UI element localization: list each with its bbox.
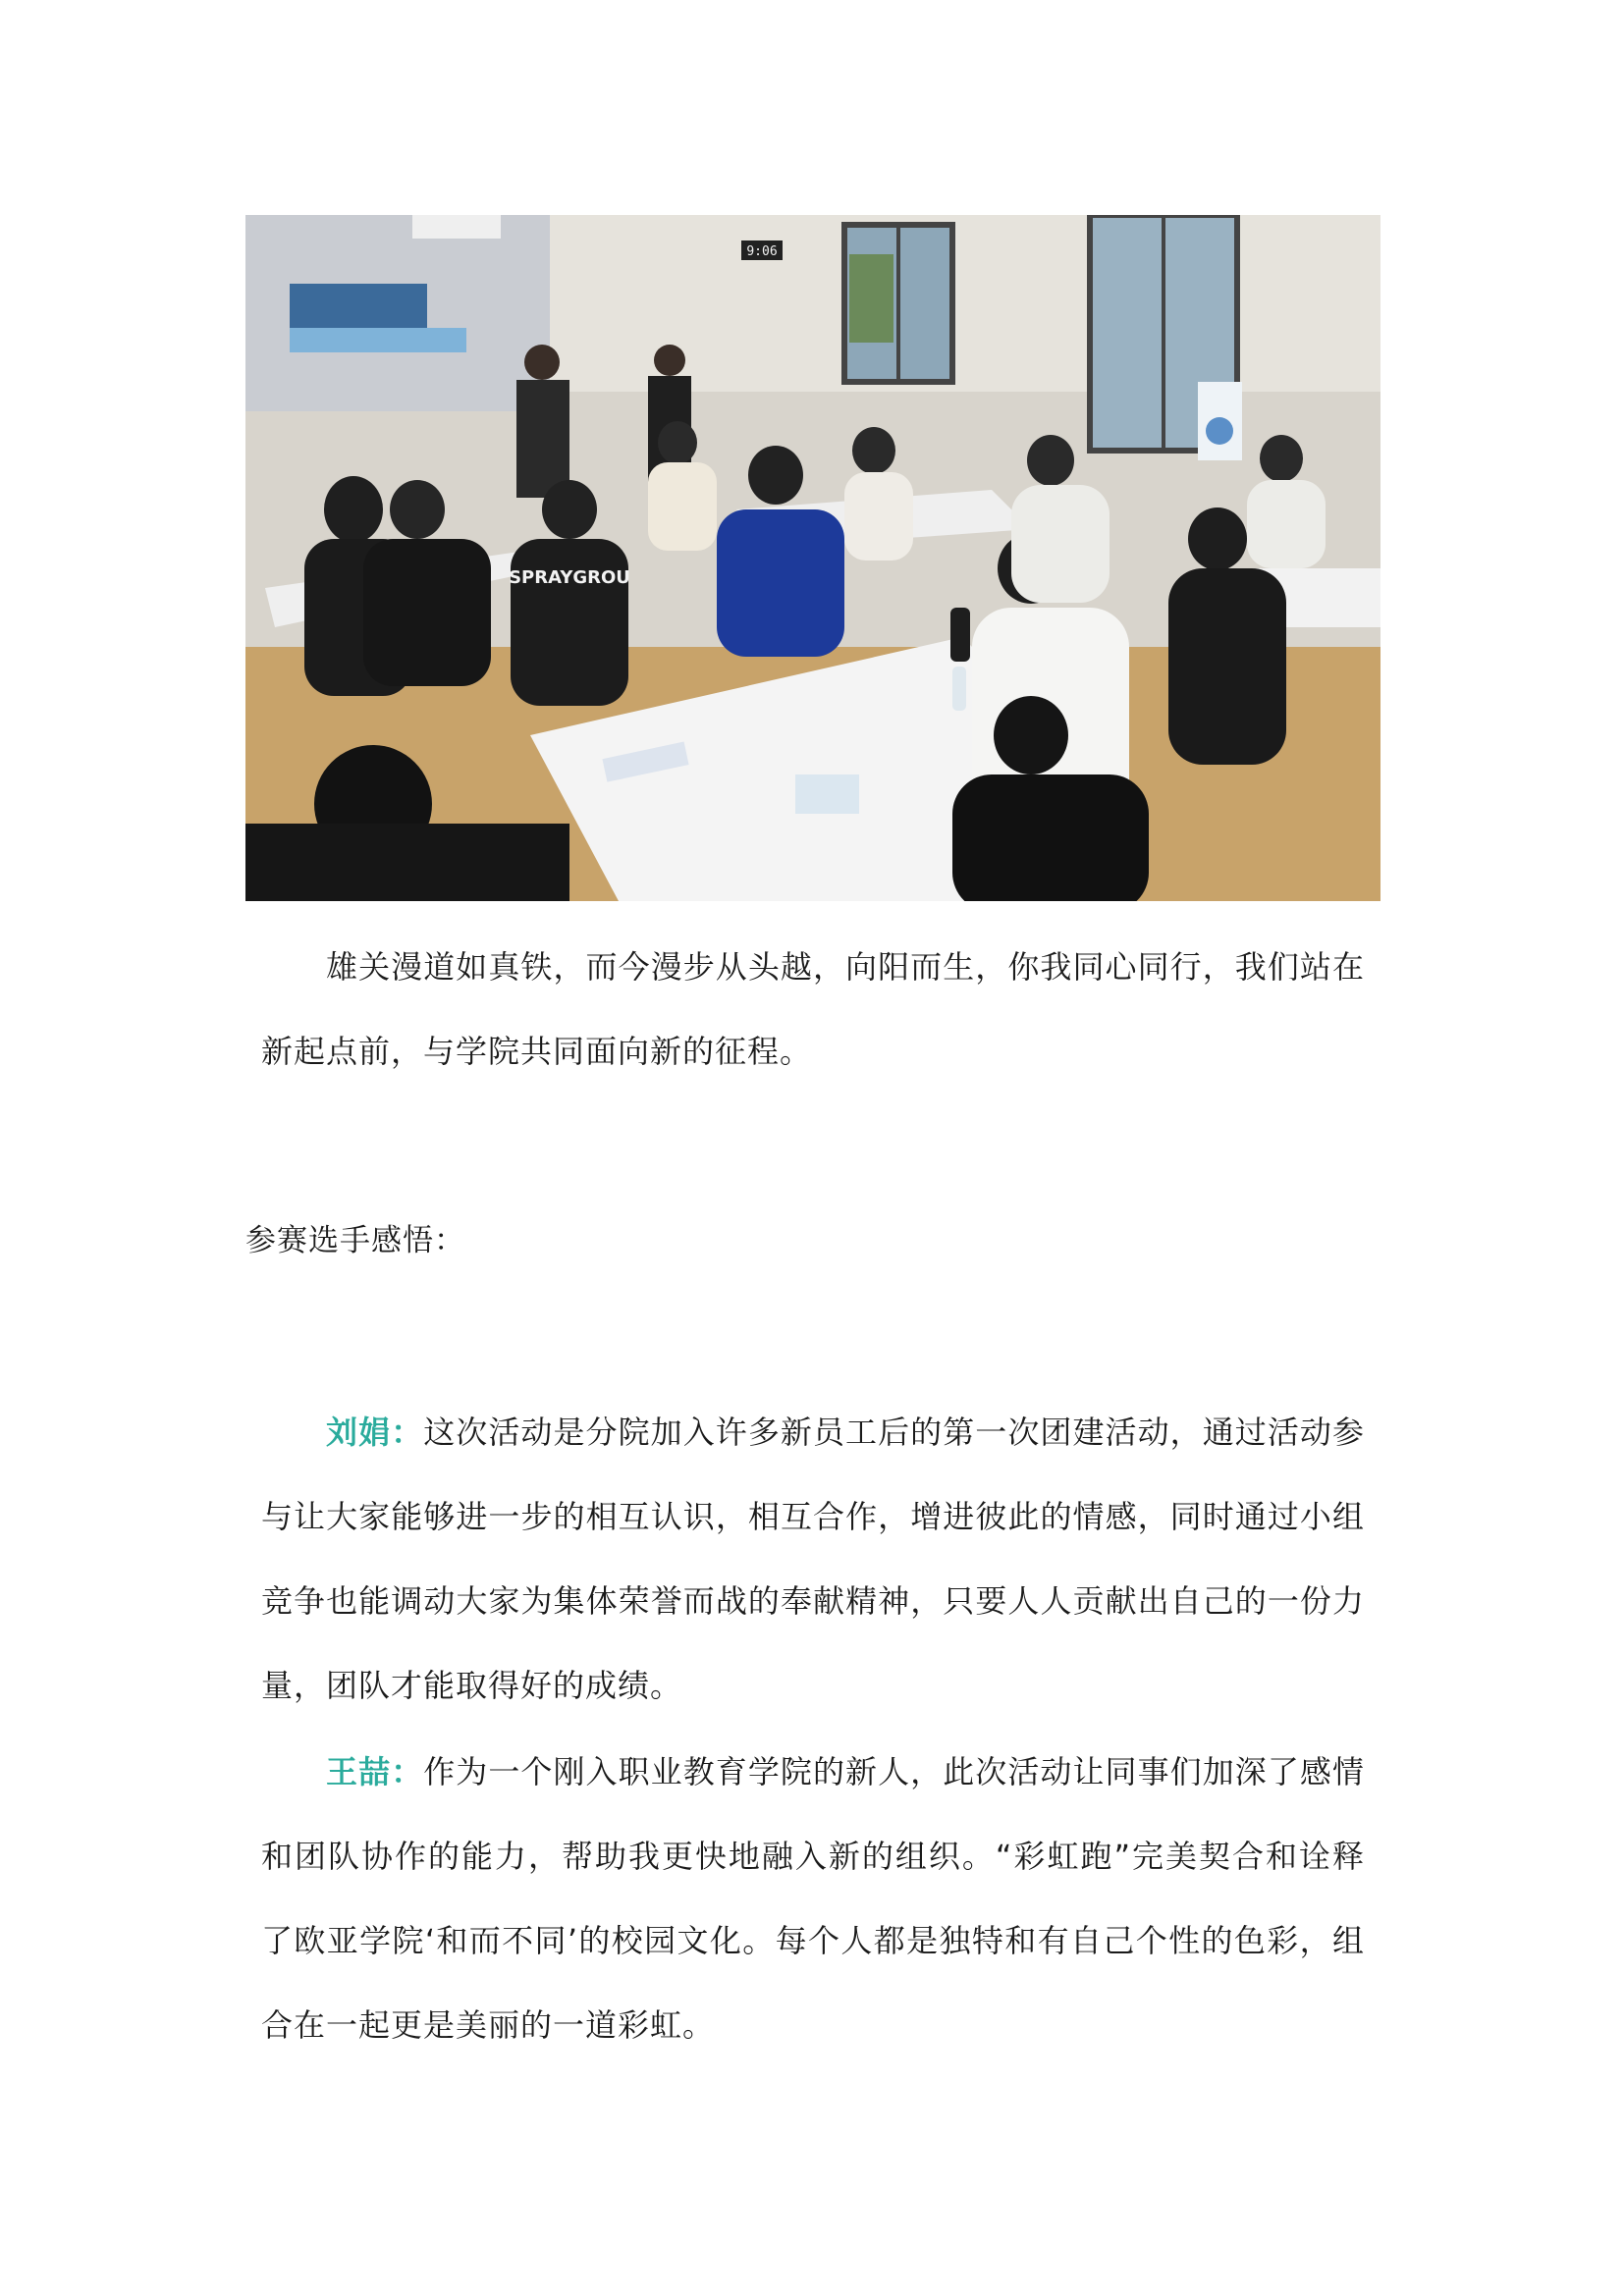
- speaker-separator: ：: [391, 1753, 424, 1790]
- reflection-paragraph-1: [261, 1390, 1365, 1728]
- speaker-name: 王喆: [326, 1753, 392, 1790]
- section-heading: 参赛选手感悟：: [245, 1223, 465, 1258]
- reflection-paragraph-2: [261, 1730, 1365, 2067]
- speaker-name: 刘娟: [326, 1414, 392, 1451]
- intro-paragraph: [261, 925, 1365, 1094]
- classroom-illustration: [245, 215, 1380, 901]
- classroom-photo: [245, 215, 1380, 901]
- wall-clock-text: 9:06: [746, 244, 778, 259]
- projector: [412, 215, 501, 239]
- water-bottle: [950, 608, 970, 662]
- shirt-print: SPRAYGROU: [509, 567, 630, 588]
- speaker-separator: ：: [391, 1414, 424, 1451]
- reflection-text: 作为一个刚入职业教育学院的新人，此次活动让同事们加深了感情和团队协作的能力，帮助我更快地融入新的组织。“彩虹跑”完美契合和诠释了欧亚学院‘和而不同’的校园文化。每个人都是独特和有自己个性的色彩，组合在一起更是美丽的一道彩虹。: [261, 1753, 1365, 2044]
- intro-text: 雄关漫道如真铁，而今漫步从头越，向阳而生，你我同心同行，我们站在新起点前，与学院共同面向新的征程。: [261, 948, 1365, 1070]
- reflection-text: 这次活动是分院加入许多新员工后的第一次团建活动，通过活动参与让大家能够进一步的相互认识，相互合作，增进彼此的情感，同时通过小组竞争也能调动大家为集体荣誉而战的奉献精神，只要人人贡献出自己的一份力量，团队才能取得好的成绩。: [261, 1414, 1365, 1704]
- plastic-bottle: [952, 667, 966, 711]
